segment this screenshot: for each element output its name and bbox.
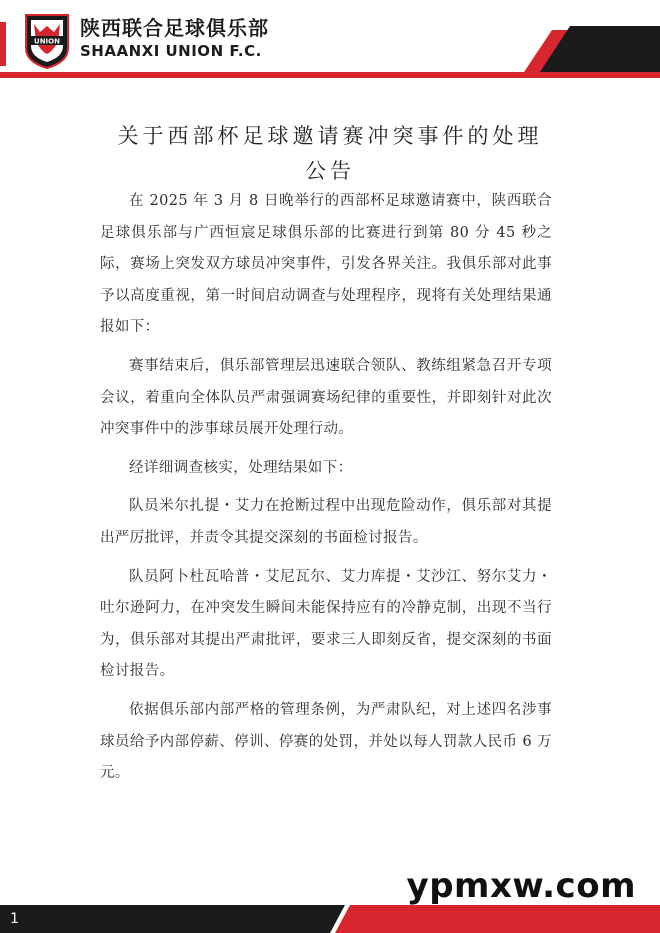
club-name-cn: 陕西联合足球俱乐部: [80, 16, 269, 40]
site-watermark: ypmxw.com: [406, 866, 636, 906]
body-paragraph: 经详细调查核实，处理结果如下：: [129, 459, 353, 476]
logo-text: UNION: [34, 37, 60, 46]
document-body: [100, 186, 552, 797]
page-footer-banner: [0, 903, 660, 933]
body-paragraph: 依据俱乐部内部严格的管理条例，为严肃队纪，对上述四名涉事球员给予内部停薪、停训、停赛的处罚，并处以每人罚款人民币 6 万元。: [100, 701, 552, 782]
document-title-line2: 公告: [305, 159, 355, 183]
club-name-en: SHAANXI UNION F.C.: [80, 42, 262, 60]
body-paragraph: 赛事结束后，俱乐部管理层迅速联合领队、教练组紧急召开专项会议，着重向全体队员严肃强调赛场纪律的重要性，并即刻针对此次冲突事件中的涉事球员展开处理行动。: [100, 357, 552, 438]
page-header: [0, 0, 660, 84]
header-accent-bar: [0, 22, 6, 66]
body-paragraph: 队员米尔扎提・艾力在抢断过程中出现危险动作，俱乐部对其提出严厉批评，并责令其提交深刻的书面检讨报告。: [100, 498, 552, 546]
club-crest-logo: [22, 12, 72, 70]
body-paragraph: 队员阿卜杜瓦哈普・艾尼瓦尔、艾力库提・艾沙江、努尔艾力・吐尔逊阿力，在冲突发生瞬间未能保持应有的冷静克制，出现不当行为，俱乐部对其提出严肃批评，要求三人即刻反省，提交深刻的书面检讨报告。: [100, 568, 552, 680]
club-brand: [80, 16, 269, 62]
page-number: 1: [10, 911, 19, 927]
body-paragraph: 在 2025 年 3 月 8 日晚举行的西部杯足球邀请赛中，陕西联合足球俱乐部与广西恒宸足球俱乐部的比赛进行到第 80 分 45 秒之际，赛场上突发双方球员冲突事件，引发各界关注。我俱乐部对此事予以高度重视，第一时间启动调查与处理程序，现将有关处理结果通报如下：: [100, 193, 552, 336]
document-title-line1: 关于西部杯足球邀请赛冲突事件的处理: [117, 124, 543, 148]
